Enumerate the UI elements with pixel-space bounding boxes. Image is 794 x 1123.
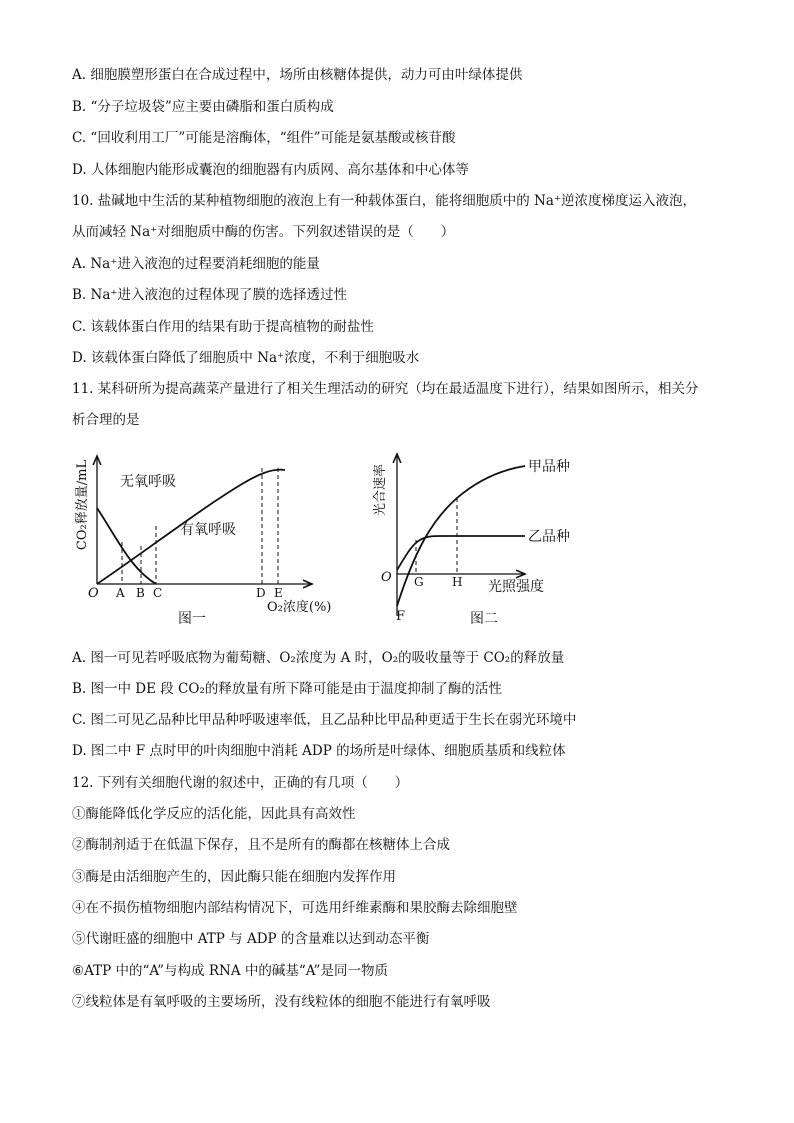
fig2-xlabel: 光照强度: [488, 579, 544, 595]
fig1-caption: 图一: [178, 611, 206, 627]
fig1-tick-b: B: [136, 586, 145, 600]
q10-option-d: D. 该载体蛋白降低了细胞质中 Na⁺浓度，不利于细胞吸水: [72, 350, 420, 366]
q11-option-b: B. 图一中 DE 段 CO₂的释放量有所下降可能是由于温度抑制了酶的活性: [72, 681, 502, 697]
fig1-tick-c: C: [153, 586, 163, 600]
q12-item-5: ⑤代谢旺盛的细胞中 ATP 与 ADP 的含量难以达到动态平衡: [72, 931, 430, 947]
q9-option-b: B. “分子垃圾袋”应主要由磷脂和蛋白质构成: [72, 99, 334, 115]
q11-stem-line2: 析合理的是: [72, 412, 140, 428]
fig2-caption: 图二: [470, 611, 498, 627]
q10-stem-line2: 从而减轻 Na⁺对细胞质中酶的伤害。下列叙述错误的是（ ）: [72, 224, 455, 240]
q10-stem-line1: 10. 盐碱地中生活的某种植物细胞的液泡上有一种载体蛋白，能将细胞质中的 Na⁺逆浓度梯度运入液泡，: [72, 193, 697, 209]
q10-option-c: C. 该载体蛋白作用的结果有助于提高植物的耐盐性: [72, 319, 374, 335]
q12-item-2: ②酶制剂适于在低温下保存，且不是所有的酶都在核糖体上合成: [72, 837, 450, 853]
figure-1: [72, 440, 357, 635]
fig2-ylabel: 光合速率: [373, 463, 388, 517]
fig2-origin: O: [381, 570, 392, 585]
q11-option-c: C. 图二可见乙品种比甲品种呼吸速率低，且乙品种比甲品种更适于生长在弱光环境中: [72, 712, 577, 728]
fig2-tick-g: G: [414, 575, 424, 589]
fig1-tick-a: A: [116, 586, 125, 600]
q9-option-a: A. 细胞膜塑形蛋白在合成过程中，场所由核糖体提供，动力可由叶绿体提供: [72, 67, 523, 83]
q12-stem: 12. 下列有关细胞代谢的叙述中，正确的有几项（ ）: [72, 775, 409, 791]
fig1-aerobic-label: 有氧呼吸: [180, 522, 236, 538]
fig1-anaerobic-label: 无氧呼吸: [120, 474, 176, 490]
fig2-point-f: F: [396, 609, 406, 624]
figure-2: [370, 440, 610, 635]
q12-item-6: ⑥ATP 中的“A”与构成 RNA 中的碱基“A”是同一物质: [72, 963, 388, 979]
fig1-ylabel: CO₂释放量/mL: [75, 459, 90, 551]
q12-item-7: ⑦线粒体是有氧呼吸的主要场所，没有线粒体的细胞不能进行有氧呼吸: [72, 994, 491, 1010]
fig1-anaerobic-curve: [97, 508, 156, 584]
fig1-xlabel: O₂浓度(%): [267, 600, 332, 615]
q9-option-d: D. 人体细胞内能形成囊泡的细胞器有内质网、高尔基体和中心体等: [72, 162, 469, 178]
q12-item-3: ③酶是由活细胞产生的，因此酶只能在细胞内发挥作用: [72, 869, 396, 885]
q12-item-4: ④在不损伤植物细胞内部结构情况下，可选用纤维素酶和果胶酶去除细胞壁: [72, 900, 518, 916]
fig1-origin: O: [88, 586, 99, 601]
q11-stem-line1: 11. 某科研所为提高蔬菜产量进行了相关生理活动的研究（均在最适温度下进行），结果如图所示，相关分: [72, 381, 699, 397]
q9-option-c: C. “回收利用工厂”可能是溶酶体，“组件”可能是氨基酸或核苷酸: [72, 130, 456, 146]
fig1-tick-d: D: [256, 586, 266, 600]
fig2-label-jia: 甲品种: [528, 459, 570, 475]
q11-option-d: D. 图二中 F 点时甲的叶肉细胞中消耗 ADP 的场所是叶绿体、细胞质基质和线粒体: [72, 743, 566, 759]
q10-option-a: A. Na⁺进入液泡的过程要消耗细胞的能量: [72, 256, 320, 272]
fig2-label-yi: 乙品种: [528, 529, 570, 545]
fig1-tick-e: E: [274, 586, 283, 600]
q12-item-1: ①酶能降低化学反应的活化能，因此具有高效性: [72, 806, 356, 822]
q11-option-a: A. 图一可见若呼吸底物为葡萄糖、O₂浓度为 A 时，O₂的吸收量等于 CO₂的释放量: [72, 650, 565, 666]
fig2-tick-h: H: [452, 575, 463, 589]
q10-option-b: B. Na⁺进入液泡的过程体现了膜的选择透过性: [72, 287, 347, 303]
